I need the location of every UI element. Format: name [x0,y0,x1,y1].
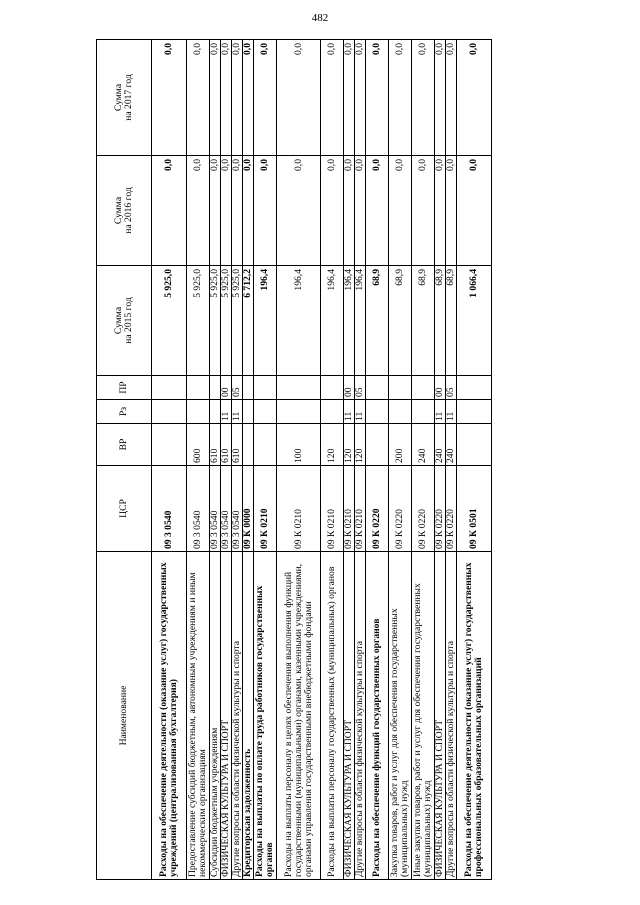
cell-pr [187,376,210,400]
cell-name: Субсидии бюджетным учреждениям [210,552,221,880]
cell-pr: 05 [232,376,243,400]
cell-name: Кредиторская задолженность [243,552,254,880]
cell-rz [152,400,187,424]
cell-pr [210,376,221,400]
cell-vr: 120 [355,424,366,466]
cell-sum-2015: 5 925,0 [221,266,232,376]
table-row [277,40,321,880]
cell-sum-2016: 0,0 [152,156,187,266]
cell-csr: 09 3 0540 [221,466,232,552]
cell-rz [412,400,435,424]
table-body [152,40,492,880]
cell-name: ФИЗИЧЕСКАЯ КУЛЬТУРА И СПОРТ [344,552,355,880]
cell-pr [366,376,389,400]
cell-rz: 11 [446,400,457,424]
cell-name: Другие вопросы в области физической культуры и спорта [355,552,366,880]
cell-name: ФИЗИЧЕСКАЯ КУЛЬТУРА И СПОРТ [221,552,232,880]
budget-table [96,39,492,880]
table-row [187,40,210,880]
cell-vr: 610 [221,424,232,466]
table-row [210,40,221,880]
cell-rz [243,400,254,424]
cell-name: Закупка товаров, работ и услуг для обеспечения государственных (муниципальных) нужд [389,552,412,880]
table-row [446,40,457,880]
cell-name: Расходы на выплаты персоналу государственных (муниципальных) органов [321,552,344,880]
cell-csr: 09 К 0210 [344,466,355,552]
cell-sum-2016: 0,0 [232,156,243,266]
cell-sum-2016: 0,0 [366,156,389,266]
cell-pr: 00 [221,376,232,400]
table-row [344,40,355,880]
cell-name: ФИЗИЧЕСКАЯ КУЛЬТУРА И СПОРТ [435,552,446,880]
cell-sum-2016: 0,0 [355,156,366,266]
cell-pr: 05 [446,376,457,400]
cell-pr [152,376,187,400]
cell-sum-2015: 196,4 [344,266,355,376]
cell-csr: 09 К 0220 [389,466,412,552]
cell-name: Расходы на обеспечение деятельности (оказание услуг) государственных профессиональных образовательных организаций [457,552,492,880]
cell-vr: 120 [321,424,344,466]
cell-rz [210,400,221,424]
cell-sum-2017: 0,0 [210,40,221,156]
cell-name: Расходы на выплаты по оплате труда работников государственных органов [254,552,277,880]
cell-csr: 09 К 0220 [435,466,446,552]
cell-pr: 00 [435,376,446,400]
cell-sum-2017: 0,0 [232,40,243,156]
cell-pr [389,376,412,400]
table-header-row [97,40,152,880]
cell-sum-2017: 0,0 [321,40,344,156]
cell-name: Расходы на обеспечение функций государственных органов [366,552,389,880]
cell-pr [457,376,492,400]
cell-pr: 00 [344,376,355,400]
table-row [254,40,277,880]
header-csr: ЦСР [97,466,152,552]
cell-sum-2017: 0,0 [187,40,210,156]
cell-sum-2015: 5 925,0 [232,266,243,376]
cell-sum-2016: 0,0 [457,156,492,266]
cell-csr: 09 К 0220 [366,466,389,552]
cell-sum-2016: 0,0 [187,156,210,266]
cell-csr: 09 К 0210 [321,466,344,552]
cell-rz: 11 [232,400,243,424]
cell-sum-2016: 0,0 [254,156,277,266]
header-sum-2015: Сумма на 2015 год [97,266,152,376]
cell-rz [366,400,389,424]
table-row [435,40,446,880]
cell-sum-2016: 0,0 [243,156,254,266]
cell-csr: 09 3 0540 [232,466,243,552]
cell-sum-2016: 0,0 [389,156,412,266]
cell-sum-2016: 0,0 [446,156,457,266]
cell-vr: 610 [210,424,221,466]
header-name: Наименование [97,552,152,880]
cell-sum-2016: 0,0 [210,156,221,266]
table-row [221,40,232,880]
cell-sum-2015: 68,9 [412,266,435,376]
cell-sum-2015: 196,4 [321,266,344,376]
table-row [457,40,492,880]
cell-csr: 09 3 0540 [210,466,221,552]
cell-sum-2015: 196,4 [277,266,321,376]
cell-sum-2015: 6 712,2 [243,266,254,376]
cell-sum-2016: 0,0 [412,156,435,266]
cell-sum-2016: 0,0 [344,156,355,266]
cell-vr: 600 [187,424,210,466]
cell-sum-2017: 0,0 [254,40,277,156]
cell-pr [243,376,254,400]
cell-vr: 610 [232,424,243,466]
cell-name: Иные закупки товаров, работ и услуг для обеспечения государственных (муниципальных) нужд [412,552,435,880]
cell-rz: 11 [355,400,366,424]
cell-sum-2015: 68,9 [446,266,457,376]
cell-rz [389,400,412,424]
cell-csr: 09 К 0501 [457,466,492,552]
cell-sum-2017: 0,0 [277,40,321,156]
rotated-page-content [96,40,556,880]
cell-vr [457,424,492,466]
cell-rz: 11 [221,400,232,424]
table-row [389,40,412,880]
cell-rz [457,400,492,424]
cell-sum-2017: 0,0 [457,40,492,156]
cell-vr: 240 [412,424,435,466]
cell-rz [254,400,277,424]
cell-csr: 09 К 0210 [254,466,277,552]
table-row [366,40,389,880]
cell-sum-2017: 0,0 [344,40,355,156]
cell-pr: 05 [355,376,366,400]
table-row [321,40,344,880]
cell-rz: 11 [344,400,355,424]
cell-pr [254,376,277,400]
cell-sum-2015: 68,9 [435,266,446,376]
header-vr: ВР [97,424,152,466]
cell-rz: 11 [435,400,446,424]
header-rz: Рз [97,400,152,424]
cell-sum-2016: 0,0 [321,156,344,266]
cell-sum-2017: 0,0 [389,40,412,156]
cell-name: Расходы на обеспечение деятельности (оказание услуг) государственных учреждений (централизованная бухгалтерия) [152,552,187,880]
cell-vr [254,424,277,466]
cell-name: Расходы на выплаты персоналу в целях обеспечения выполнения функций государственными (муниципальными) органами, казенными учреждениями, органами управления государственными внебюджетными фондами [277,552,321,880]
cell-pr [321,376,344,400]
cell-vr: 100 [277,424,321,466]
cell-vr: 240 [446,424,457,466]
cell-sum-2015: 1 066,4 [457,266,492,376]
cell-name: Другие вопросы в области физической культуры и спорта [232,552,243,880]
cell-sum-2017: 0,0 [221,40,232,156]
table-row [152,40,187,880]
table-row [355,40,366,880]
cell-sum-2017: 0,0 [446,40,457,156]
cell-csr: 09 К 0000 [243,466,254,552]
cell-sum-2017: 0,0 [412,40,435,156]
cell-sum-2017: 0,0 [243,40,254,156]
cell-sum-2015: 196,4 [254,266,277,376]
table-row [232,40,243,880]
cell-pr [412,376,435,400]
header-pr: ПР [97,376,152,400]
cell-sum-2015: 5 925,0 [152,266,187,376]
cell-vr [243,424,254,466]
cell-sum-2016: 0,0 [435,156,446,266]
cell-vr: 240 [435,424,446,466]
cell-vr: 120 [344,424,355,466]
cell-sum-2017: 0,0 [152,40,187,156]
header-sum-2017: Сумма на 2017 год [97,40,152,156]
cell-rz [277,400,321,424]
cell-sum-2017: 0,0 [435,40,446,156]
cell-name: Другие вопросы в области физической культуры и спорта [446,552,457,880]
cell-rz [187,400,210,424]
table-row [412,40,435,880]
cell-csr: 09 К 0210 [277,466,321,552]
cell-sum-2017: 0,0 [355,40,366,156]
cell-csr: 09 К 0210 [355,466,366,552]
cell-sum-2015: 68,9 [389,266,412,376]
cell-csr: 09 К 0220 [412,466,435,552]
cell-sum-2016: 0,0 [221,156,232,266]
cell-csr: 09 3 0540 [187,466,210,552]
cell-vr [366,424,389,466]
table-row [243,40,254,880]
cell-pr [277,376,321,400]
cell-sum-2015: 196,4 [355,266,366,376]
cell-sum-2015: 68,9 [366,266,389,376]
cell-sum-2016: 0,0 [277,156,321,266]
cell-sum-2015: 5 925,0 [187,266,210,376]
cell-sum-2017: 0,0 [366,40,389,156]
cell-vr: 200 [389,424,412,466]
cell-csr: 09 К 0220 [446,466,457,552]
page-number: 482 [311,12,329,24]
cell-csr: 09 3 0540 [152,466,187,552]
cell-rz [321,400,344,424]
cell-sum-2015: 5 925,0 [210,266,221,376]
cell-name: Предоставление субсидий бюджетным, автономным учреждениям и иным некоммерческим организациям [187,552,210,880]
header-sum-2016: Сумма на 2016 год [97,156,152,266]
cell-vr [152,424,187,466]
